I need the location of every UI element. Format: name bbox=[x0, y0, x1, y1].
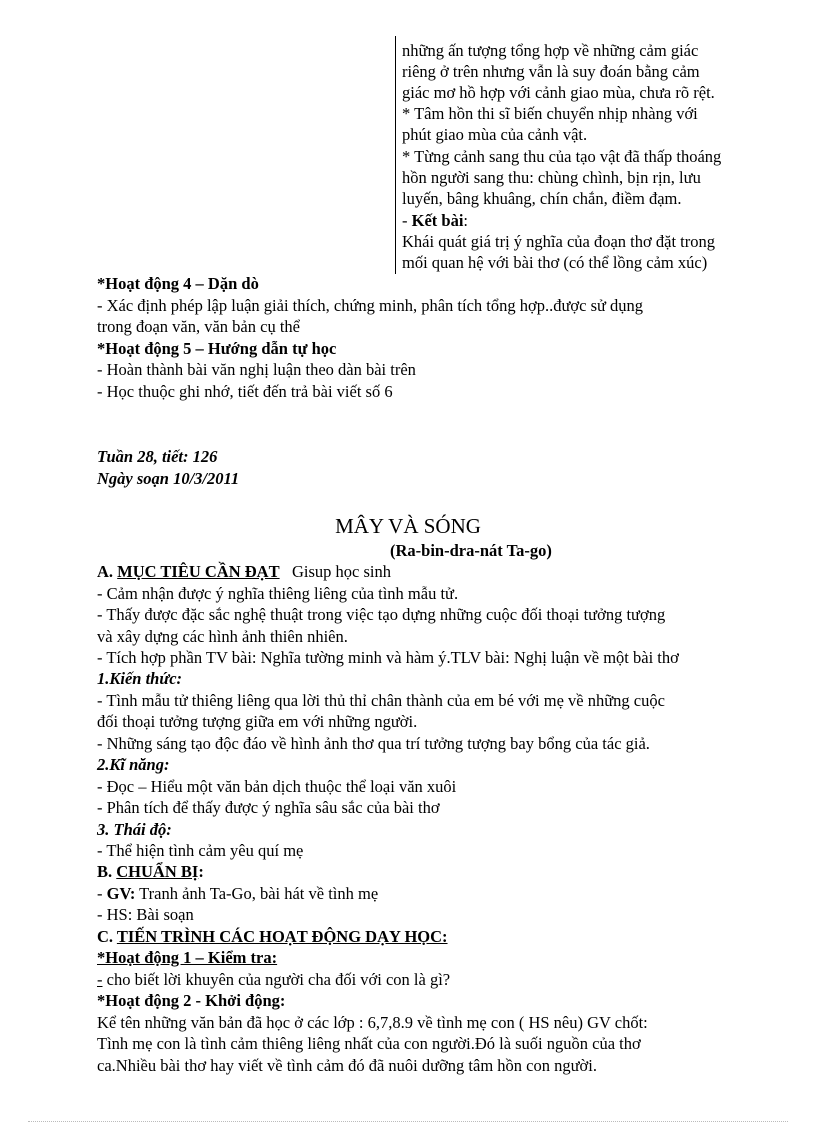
section-b-gv: - GV: Tranh ảnh Ta-Go, bài hát về tình mẹ bbox=[97, 884, 379, 903]
right-col-line-3: giác mơ hồ hợp với cảnh giao mùa, chưa rõ rệt. bbox=[402, 83, 715, 102]
hd2-line-3: ca.Nhiều bài thơ hay viết về tình cảm đó đã nuôi dưỡng tâm hồn con người. bbox=[97, 1056, 597, 1075]
hd4-line-1: - Xác định phép lập luận giải thích, chứng minh, phân tích tổng hợp..được sử dụng bbox=[97, 296, 644, 315]
right-col-line-1: những ấn tượng tổng hợp về những cảm giác bbox=[402, 41, 699, 60]
right-col-line-2: riêng ở trên nhưng vẫn là suy đoán bằng cảm bbox=[402, 62, 700, 81]
hd2-heading: *Hoạt động 2 - Khởi động: bbox=[97, 991, 286, 1010]
right-col-line-7: hồn người sang thu: chùng chình, bịn rịn, lưu bbox=[402, 168, 701, 187]
hd1-line: - cho biết lời khuyên của người cha đối với con là gì? bbox=[97, 970, 451, 989]
kinang-line-1: - Đọc – Hiểu một văn bản dịch thuộc thể loại văn xuôi bbox=[97, 777, 457, 796]
hd5-line-2: - Học thuộc ghi nhớ, tiết đến trả bài viết số 6 bbox=[97, 382, 393, 401]
kinang-line-2: - Phân tích để thấy được ý nghĩa sâu sắc của bài thơ bbox=[97, 798, 440, 817]
section-a-line-3: và xây dựng các hình ảnh thiên nhiên. bbox=[97, 627, 348, 646]
column-divider bbox=[395, 36, 396, 274]
lesson-date: Ngày soạn 10/3/2011 bbox=[97, 469, 240, 488]
kienthuc-line-3: - Những sáng tạo độc đáo về hình ảnh thơ qua trí tưởng tượng bay bổng của tác giả. bbox=[97, 734, 650, 753]
hd5-heading: *Hoạt động 5 – Hướng dẫn tự học bbox=[97, 339, 337, 358]
thaido-line-1: - Thể hiện tình cảm yêu quí mẹ bbox=[97, 841, 304, 860]
ketbai-line-2: mối quan hệ với bài thơ (có thể lồng cảm xúc) bbox=[402, 253, 708, 272]
section-a-line-4: - Tích hợp phần TV bài: Nghĩa tường minh và hàm ý.TLV bài: Nghị luận về một bài thơ bbox=[97, 648, 679, 667]
lesson-title: MÂY VÀ SÓNG bbox=[335, 514, 481, 538]
hd2-line-1: Kể tên những văn bản đã học ở các lớp : 6,7,8.9 về tình mẹ con ( HS nêu) GV chốt: bbox=[97, 1013, 648, 1032]
kienthuc-line-1: - Tình mẫu tử thiêng liêng qua lời thủ thỉ chân thành của em bé với mẹ về những cuộc bbox=[97, 691, 665, 710]
section-b-hs: - HS: Bài soạn bbox=[97, 905, 194, 924]
section-a-line-2: - Thấy được đặc sắc nghệ thuật trong việc tạo dựng những cuộc đối thoại tưởng tượng bbox=[97, 605, 666, 624]
kienthuc-line-2: đối thoại tưởng tượng giữa em với những người. bbox=[97, 712, 418, 731]
right-col-line-5: phút giao mùa của cảnh vật. bbox=[402, 125, 588, 144]
section-a-heading: A. MỤC TIÊU CẦN ĐẠT Gisup học sinh bbox=[97, 562, 391, 581]
thaido-heading: 3. Thái độ: bbox=[97, 820, 172, 839]
hd5-line-1: - Hoàn thành bài văn nghị luận theo dàn bài trên bbox=[97, 360, 416, 379]
section-a-line-1: - Cảm nhận được ý nghĩa thiêng liêng của tình mẫu tử. bbox=[97, 584, 459, 603]
hd4-line-2: trong đoạn văn, văn bản cụ thể bbox=[97, 317, 300, 336]
right-col-line-4: * Tâm hồn thi sĩ biến chuyển nhịp nhàng với bbox=[402, 104, 698, 123]
right-col-line-8: luyến, bâng khuâng, chín chắn, điềm đạm. bbox=[402, 189, 682, 208]
ketbai-heading: - Kết bài: bbox=[402, 211, 469, 230]
page-bottom-rule bbox=[28, 1121, 788, 1122]
kienthuc-heading: 1.Kiến thức: bbox=[97, 669, 183, 688]
section-b-heading: B. CHUẨN BỊ: bbox=[97, 862, 204, 881]
hd2-line-2: Tình mẹ con là tình cảm thiêng liêng nhất của con người.Đó là suối nguồn của thơ bbox=[97, 1034, 641, 1053]
ketbai-line-1: Khái quát giá trị ý nghĩa của đoạn thơ đặt trong bbox=[402, 232, 715, 251]
hd4-heading: *Hoạt động 4 – Dặn dò bbox=[97, 274, 259, 293]
lesson-author: (Ra-bin-dra-nát Ta-go) bbox=[390, 541, 552, 560]
lesson-week: Tuần 28, tiết: 126 bbox=[97, 447, 218, 466]
section-c-heading: C. TIẾN TRÌNH CÁC HOẠT ĐỘNG DẠY HỌC: bbox=[97, 927, 448, 946]
right-col-line-6: * Từng cảnh sang thu của tạo vật đã thấp thoáng bbox=[402, 147, 722, 166]
kinang-heading: 2.Kĩ năng: bbox=[97, 755, 170, 774]
hd1-heading: *Hoạt động 1 – Kiểm tra: bbox=[97, 948, 278, 967]
